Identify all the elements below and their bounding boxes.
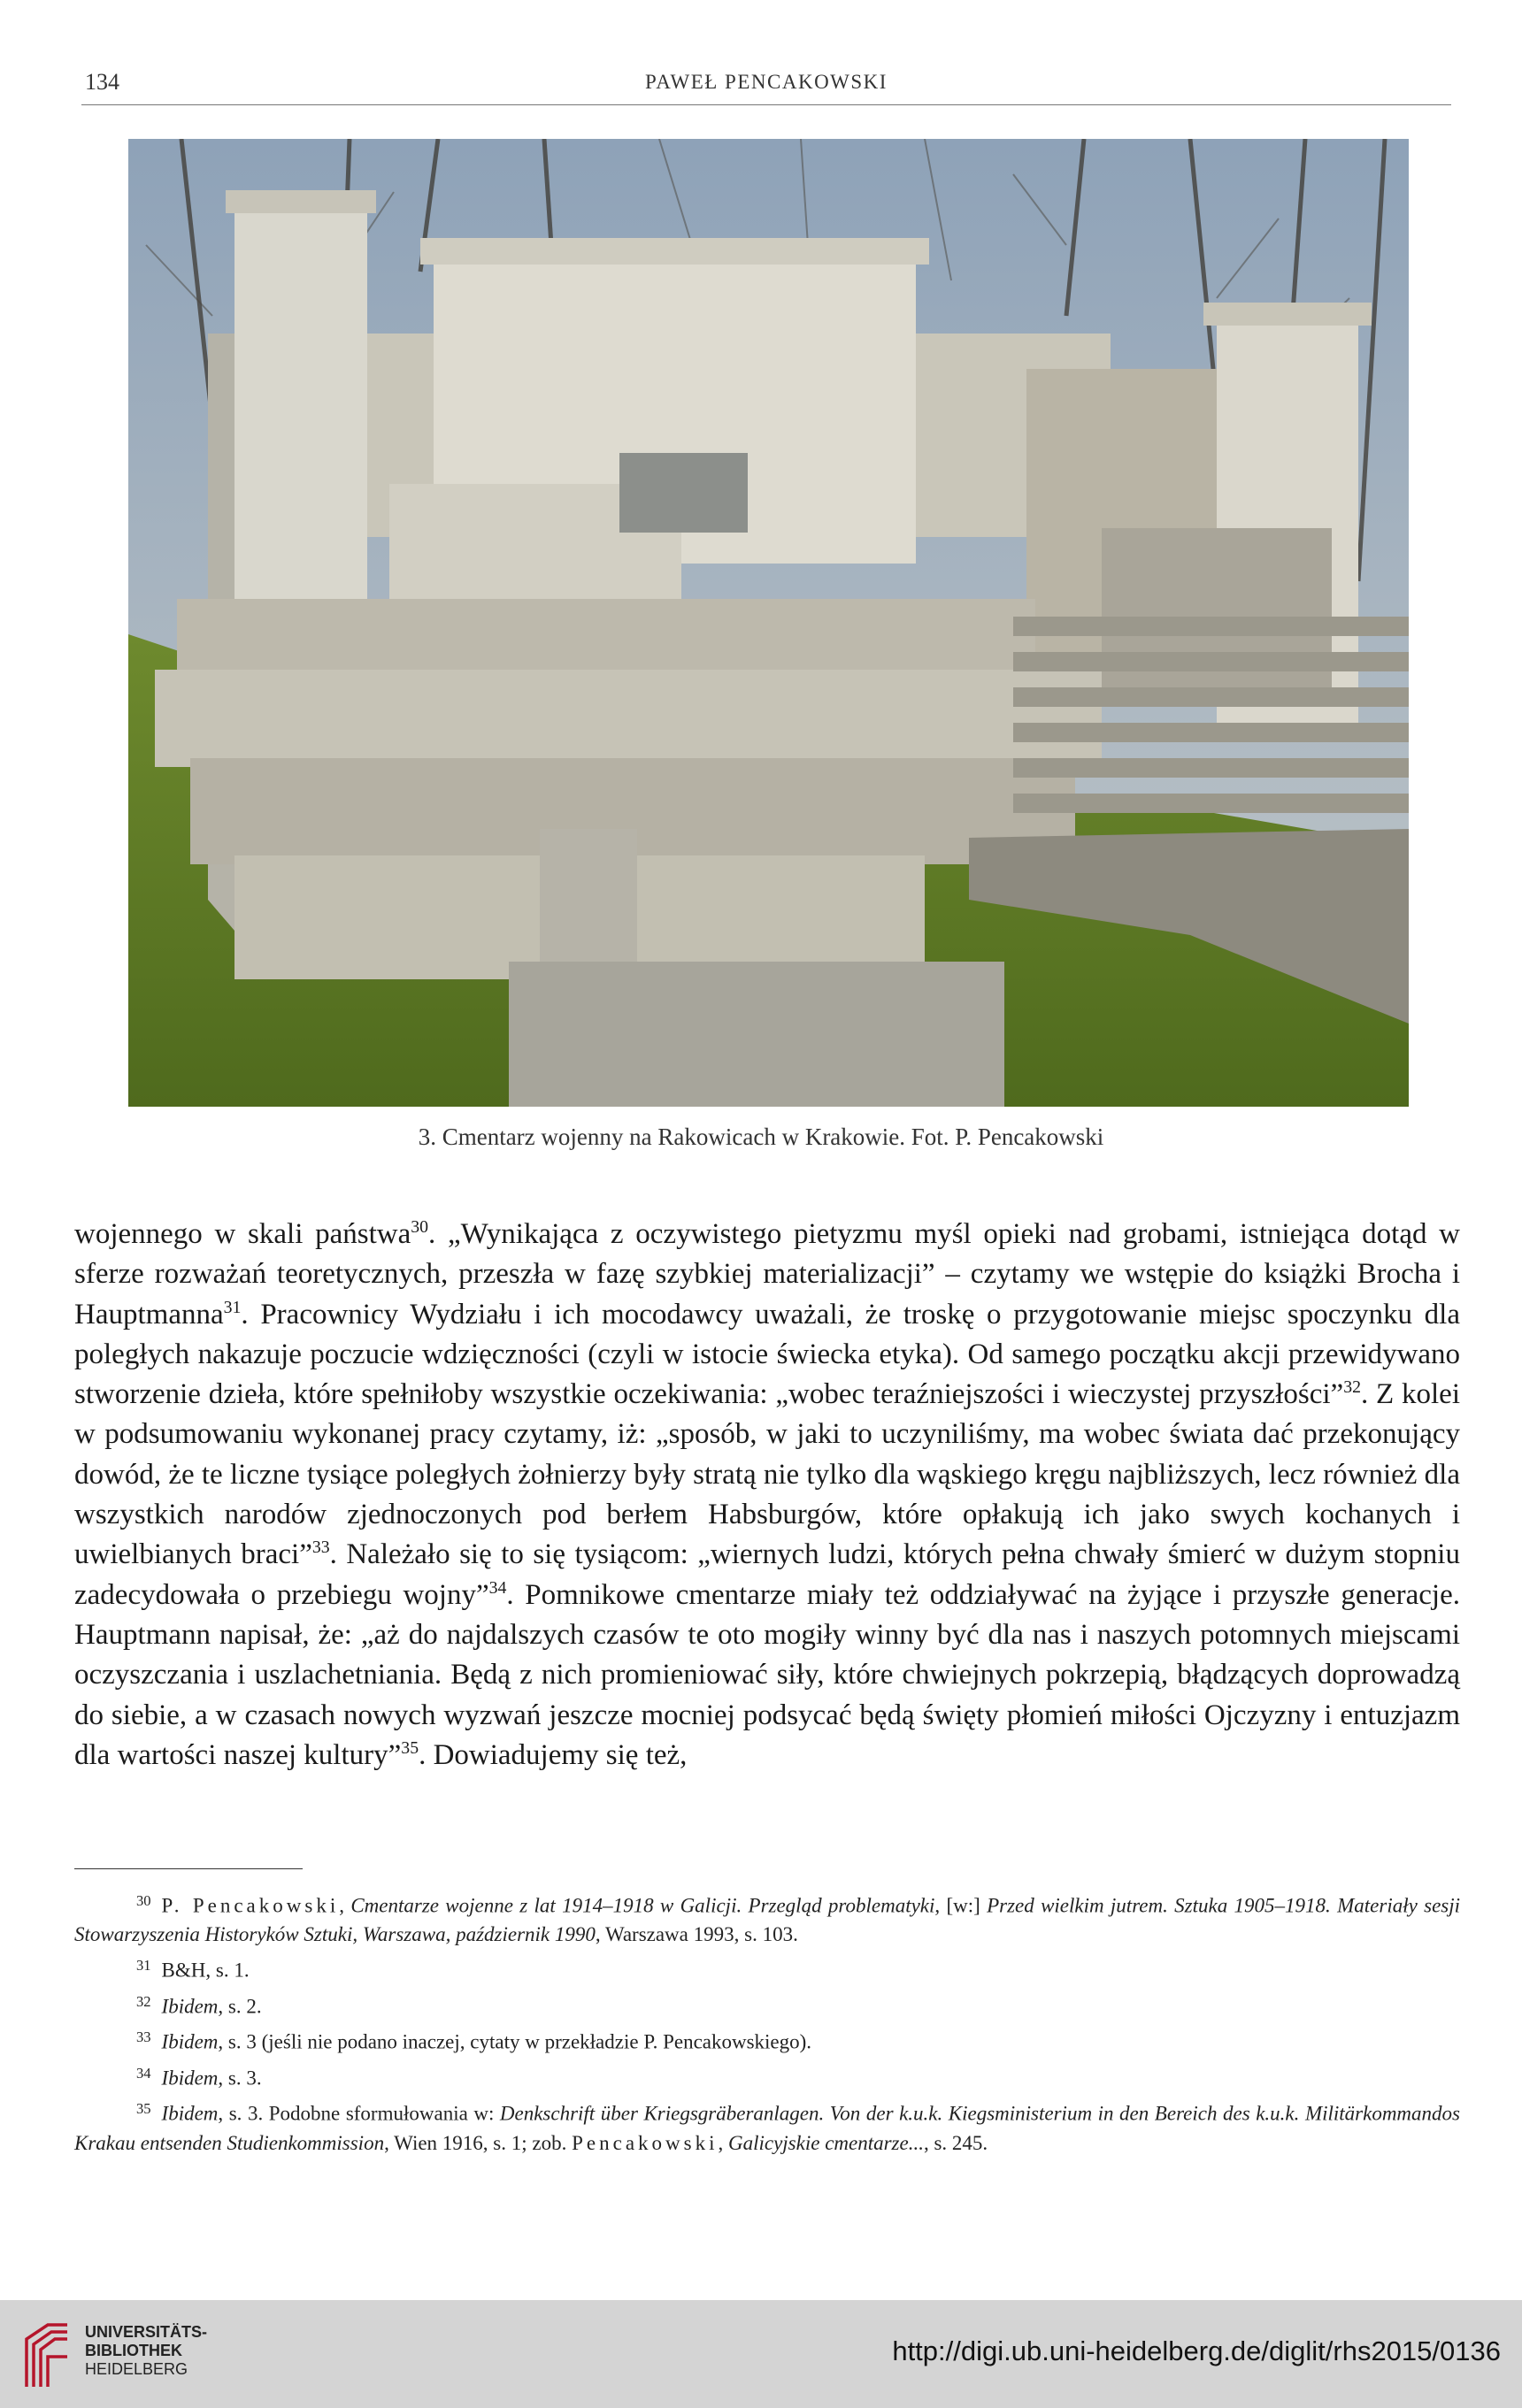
footnote-ref-35: 35 bbox=[401, 1737, 419, 1758]
footnote-ref-34: 34 bbox=[488, 1577, 507, 1598]
running-head: PAWEŁ PENCAKOWSKI bbox=[645, 71, 888, 93]
library-name: UNIVERSITÄTS- BIBLIOTHEK HEIDELBERG bbox=[85, 2323, 208, 2378]
footer-bar bbox=[0, 2300, 1522, 2408]
library-logo-icon bbox=[21, 2320, 73, 2390]
footnote-35: $^{35}$ Ibidem, s. 3. Podobne sformułowania w: Denkschrift über Kriegsgräberanlagen. Von der k.u.k. Kiegsministerium in den Bereich des k.u.k. Militärkommandos Krakau entsenden Studienkommission, Wien 1916, s. 1; zob. Pencakowski, Galicyjskie cmentarze..., s. 245. bbox=[74, 2100, 1460, 2154]
footnote-ref-32: 32 bbox=[1343, 1377, 1361, 1398]
body-paragraph: wojennego w skali państwa$^{30}$. „Wynikająca z oczywistego pietyzmu myśl opieki nad grobami, istniejąca dotąd w sferze rozważań teoretycznych, przeszła w fazę szybkiej materializacji” – czytamy we wstępie do książki Brocha i Hauptmanna$^{31}$. Pracownicy Wydziału i ich mocodawcy uważali, że troskę o przygotowanie miejsc spoczynku dla poległych nakazuje poczucie wdzięczności (czyli w istocie świecka etyka). Od samego początku akcji przewidywano stworzenie dzieła, które spełniłoby wszystkie oczekiwania: „wobec teraźniejszości i wieczystej przyszłości”$^{32}$. Z kolei w podsumowaniu wykonanej pracy czytamy, iż: „sposób, w jaki to uczyniliśmy, ma wobec świata dać przekonujący dowód, że te liczne tysiące poległych żołnierzy były stratą nie tylko dla wąskiego kręgu najbliższych, lecz również dla wszystkich narodów zjednoczonych pod berłem Habsburgów, które opłakują ich jako swych kochanych i uwielbianych braci”$^{33}$. Należało się to się tysiącom: „wiernych ludzi, których pełna chwały śmierć w dużym stopniu zadecydowała o przebiegu wojny”$^{34}$. Pomnikowe cmentarze miały też oddziaływać na żyjące i przyszłe generacje. Hauptmann napisał, że: „aż do najdalszych czasów te oto mogiły winny być dla nas i naszych potomnych miejscami oczyszczania i uszlachetniania. Będą z nich promieniować siły, które chwiejnych pokrzepią, błądzących doprowadzą do siebie, a w czasach nowych wyzwań jeszcze mocniej podsycać będą święty płomień miłości Ojczyzny i entuzjazm dla wartości naszej kultury”$^{35}$. Dowiadujemy się też, bbox=[74, 1217, 1461, 1771]
cemetery-photo bbox=[128, 139, 1409, 1107]
footnote-34: $^{34}$ Ibidem, s. 3. bbox=[136, 2064, 262, 2090]
footnote-ref-31: 31 bbox=[223, 1297, 242, 1317]
footnote-ref-33: 33 bbox=[311, 1538, 330, 1558]
footnote-ref-30: 30 bbox=[411, 1217, 429, 1237]
footnotes bbox=[74, 1886, 1460, 2159]
footnote-30: $^{30}$ P. Pencakowski, Cmentarze wojenne z lat 1914–1918 w Galicji. Przegląd problematyki, [w:] Przed wielkim jutrem. Sztuka 1905–1918. Materiały sesji Stowarzyszenia Historyków Sztuki, Warszawa, październik 1990, Warszawa 1993, s. 103. bbox=[74, 1892, 1461, 1946]
source-url-link[interactable]: http://digi.ub.uni-heidelberg.de/diglit/rhs2015/0136 bbox=[892, 2335, 1501, 2366]
footnote-31: $^{31}$ B&H, s. 1. bbox=[136, 1957, 250, 1982]
figure-caption: 3. Cmentarz wojenny na Rakowicach w Krakowie. Fot. P. Pencakowski bbox=[418, 1123, 1104, 1150]
footnote-separator bbox=[74, 1868, 303, 1869]
footnote-32: $^{32}$ Ibidem, s. 2. bbox=[136, 1992, 262, 2018]
page-header bbox=[81, 69, 1451, 105]
page-number: 134 bbox=[85, 69, 119, 95]
footnote-33: $^{33}$ Ibidem, s. 3 (jeśli nie podano inaczej, cytaty w przekładzie P. Pencakowskiego). bbox=[136, 2028, 812, 2053]
